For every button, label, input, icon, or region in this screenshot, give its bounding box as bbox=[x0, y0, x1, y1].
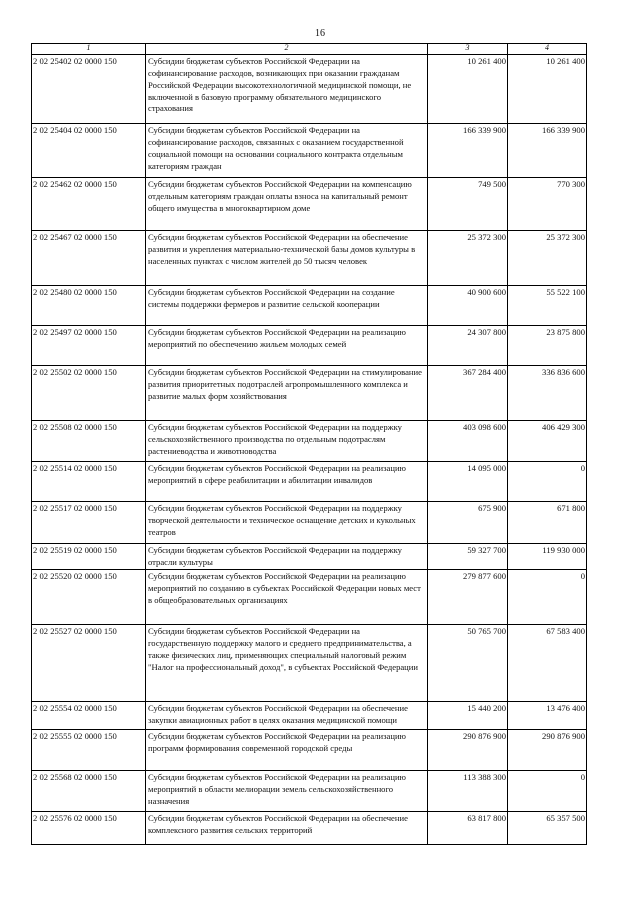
description-cell: Субсидии бюджетам субъектов Российской Федерации на стимулирование развития приоритетных подотраслей агропромышленного комплекса и развитие малых форм хозяйствования bbox=[146, 366, 428, 421]
amount-col4-cell: 671 800 bbox=[508, 502, 587, 544]
page-number: 16 bbox=[315, 28, 325, 39]
description-cell: Субсидии бюджетам субъектов Российской Федерации на реализацию мероприятий по обеспечению жильем молодых семей bbox=[146, 326, 428, 366]
amount-col3-cell: 63 817 800 bbox=[428, 812, 508, 845]
amount-col3-cell: 675 900 bbox=[428, 502, 508, 544]
budget-code-cell: 2 02 25519 02 0000 150 bbox=[32, 544, 146, 570]
table-row bbox=[32, 812, 587, 845]
amount-col3-cell: 749 500 bbox=[428, 178, 508, 231]
amount-col4-cell: 0 bbox=[508, 771, 587, 812]
description-cell: Субсидии бюджетам субъектов Российской Федерации на реализацию мероприятий в сфере реабилитации и абилитации инвалидов bbox=[146, 462, 428, 502]
amount-col3-cell: 25 372 300 bbox=[428, 231, 508, 286]
table-row bbox=[32, 502, 587, 544]
description-cell: Субсидии бюджетам субъектов Российской Федерации на софинансирование расходов, возникающих при оказании гражданам Российской Федерации высокотехнологичной медицинской помощи, не включенной в базовую программу обязательного медицинского страхования bbox=[146, 55, 428, 124]
table-row bbox=[32, 771, 587, 812]
description-cell: Субсидии бюджетам субъектов Российской Федерации на реализацию мероприятий по созданию в субъектах Российской Федерации новых мест в общеобразовательных организациях bbox=[146, 570, 428, 625]
description-cell: Субсидии бюджетам субъектов Российской Федерации на создание системы поддержки фермеров и развитие сельской кооперации bbox=[146, 286, 428, 326]
amount-col4-cell: 336 836 600 bbox=[508, 366, 587, 421]
description-cell: Субсидии бюджетам субъектов Российской Федерации на обеспечение комплексного развития сельских территорий bbox=[146, 812, 428, 845]
table-row bbox=[32, 730, 587, 771]
table-row bbox=[32, 421, 587, 462]
amount-col4-cell: 119 930 000 bbox=[508, 544, 587, 570]
description-cell: Субсидии бюджетам субъектов Российской Федерации на поддержку сельскохозяйственного производства по отдельным подотраслям растениеводства и животноводства bbox=[146, 421, 428, 462]
table-row bbox=[32, 55, 587, 124]
budget-code-cell: 2 02 25554 02 0000 150 bbox=[32, 702, 146, 730]
amount-col4-cell: 55 522 100 bbox=[508, 286, 587, 326]
description-cell: Субсидии бюджетам субъектов Российской Федерации на обеспечение закупки авиационных работ в целях оказания медицинской помощи bbox=[146, 702, 428, 730]
description-cell: Субсидии бюджетам субъектов Российской Федерации на государственную поддержку малого и среднего предпринимательства, а также физических лиц, применяющих специальный налоговый режим "Налог на профессиональный доход", в субъектах Российской Федерации bbox=[146, 625, 428, 702]
budget-code-cell: 2 02 25517 02 0000 150 bbox=[32, 502, 146, 544]
column-header: 3 bbox=[428, 44, 508, 55]
amount-col3-cell: 40 900 600 bbox=[428, 286, 508, 326]
amount-col4-cell: 406 429 300 bbox=[508, 421, 587, 462]
table-header-row bbox=[32, 44, 587, 55]
budget-code-cell: 2 02 25568 02 0000 150 bbox=[32, 771, 146, 812]
amount-col3-cell: 15 440 200 bbox=[428, 702, 508, 730]
table-row bbox=[32, 625, 587, 702]
amount-col3-cell: 50 765 700 bbox=[428, 625, 508, 702]
amount-col3-cell: 24 307 800 bbox=[428, 326, 508, 366]
budget-code-cell: 2 02 25514 02 0000 150 bbox=[32, 462, 146, 502]
table-row bbox=[32, 462, 587, 502]
column-header: 2 bbox=[146, 44, 428, 55]
table-row bbox=[32, 366, 587, 421]
budget-code-cell: 2 02 25462 02 0000 150 bbox=[32, 178, 146, 231]
budget-code-cell: 2 02 25480 02 0000 150 bbox=[32, 286, 146, 326]
amount-col4-cell: 290 876 900 bbox=[508, 730, 587, 771]
amount-col3-cell: 367 284 400 bbox=[428, 366, 508, 421]
amount-col3-cell: 14 095 000 bbox=[428, 462, 508, 502]
table-row bbox=[32, 124, 587, 178]
budget-code-cell: 2 02 25404 02 0000 150 bbox=[32, 124, 146, 178]
budget-code-cell: 2 02 25520 02 0000 150 bbox=[32, 570, 146, 625]
amount-col3-cell: 403 098 600 bbox=[428, 421, 508, 462]
budget-code-cell: 2 02 25502 02 0000 150 bbox=[32, 366, 146, 421]
amount-col4-cell: 10 261 400 bbox=[508, 55, 587, 124]
table-row bbox=[32, 570, 587, 625]
amount-col3-cell: 113 388 300 bbox=[428, 771, 508, 812]
budget-code-cell: 2 02 25497 02 0000 150 bbox=[32, 326, 146, 366]
amount-col4-cell: 25 372 300 bbox=[508, 231, 587, 286]
amount-col4-cell: 65 357 500 bbox=[508, 812, 587, 845]
table-row bbox=[32, 544, 587, 570]
amount-col3-cell: 279 877 600 bbox=[428, 570, 508, 625]
budget-code-cell: 2 02 25527 02 0000 150 bbox=[32, 625, 146, 702]
amount-col4-cell: 0 bbox=[508, 462, 587, 502]
description-cell: Субсидии бюджетам субъектов Российской Федерации на обеспечение развития и укрепления материально-технической базы домов культуры в населенных пунктах с числом жителей до 50 тысяч человек bbox=[146, 231, 428, 286]
description-cell: Субсидии бюджетам субъектов Российской Федерации на реализацию мероприятий в области мелиорации земель сельскохозяйственного назначения bbox=[146, 771, 428, 812]
table-row bbox=[32, 231, 587, 286]
amount-col4-cell: 770 300 bbox=[508, 178, 587, 231]
table-row bbox=[32, 286, 587, 326]
description-cell: Субсидии бюджетам субъектов Российской Федерации на поддержку отрасли культуры bbox=[146, 544, 428, 570]
amount-col4-cell: 166 339 900 bbox=[508, 124, 587, 178]
amount-col4-cell: 0 bbox=[508, 570, 587, 625]
budget-code-cell: 2 02 25467 02 0000 150 bbox=[32, 231, 146, 286]
budget-code-cell: 2 02 25402 02 0000 150 bbox=[32, 55, 146, 124]
amount-col3-cell: 10 261 400 bbox=[428, 55, 508, 124]
table-row bbox=[32, 702, 587, 730]
amount-col3-cell: 166 339 900 bbox=[428, 124, 508, 178]
description-cell: Субсидии бюджетам субъектов Российской Федерации на софинансирование расходов, связанных с оказанием государственной социальной помощи на основании социального контракта отдельным категориям граждан bbox=[146, 124, 428, 178]
table-row bbox=[32, 326, 587, 366]
budget-code-cell: 2 02 25576 02 0000 150 bbox=[32, 812, 146, 845]
budget-code-cell: 2 02 25555 02 0000 150 bbox=[32, 730, 146, 771]
budget-code-cell: 2 02 25508 02 0000 150 bbox=[32, 421, 146, 462]
column-header: 4 bbox=[508, 44, 587, 55]
table-row bbox=[32, 178, 587, 231]
amount-col3-cell: 290 876 900 bbox=[428, 730, 508, 771]
description-cell: Субсидии бюджетам субъектов Российской Федерации на компенсацию отдельным категориям граждан оплаты взноса на капитальный ремонт общего имущества в многоквартирном доме bbox=[146, 178, 428, 231]
amount-col4-cell: 13 476 400 bbox=[508, 702, 587, 730]
amount-col4-cell: 67 583 400 bbox=[508, 625, 587, 702]
description-cell: Субсидии бюджетам субъектов Российской Федерации на реализацию программ формирования современной городской среды bbox=[146, 730, 428, 771]
amount-col3-cell: 59 327 700 bbox=[428, 544, 508, 570]
description-cell: Субсидии бюджетам субъектов Российской Федерации на поддержку творческой деятельности и техническое оснащение детских и кукольных театров bbox=[146, 502, 428, 544]
budget-table bbox=[31, 43, 587, 845]
amount-col4-cell: 23 875 800 bbox=[508, 326, 587, 366]
column-header: 1 bbox=[32, 44, 146, 55]
